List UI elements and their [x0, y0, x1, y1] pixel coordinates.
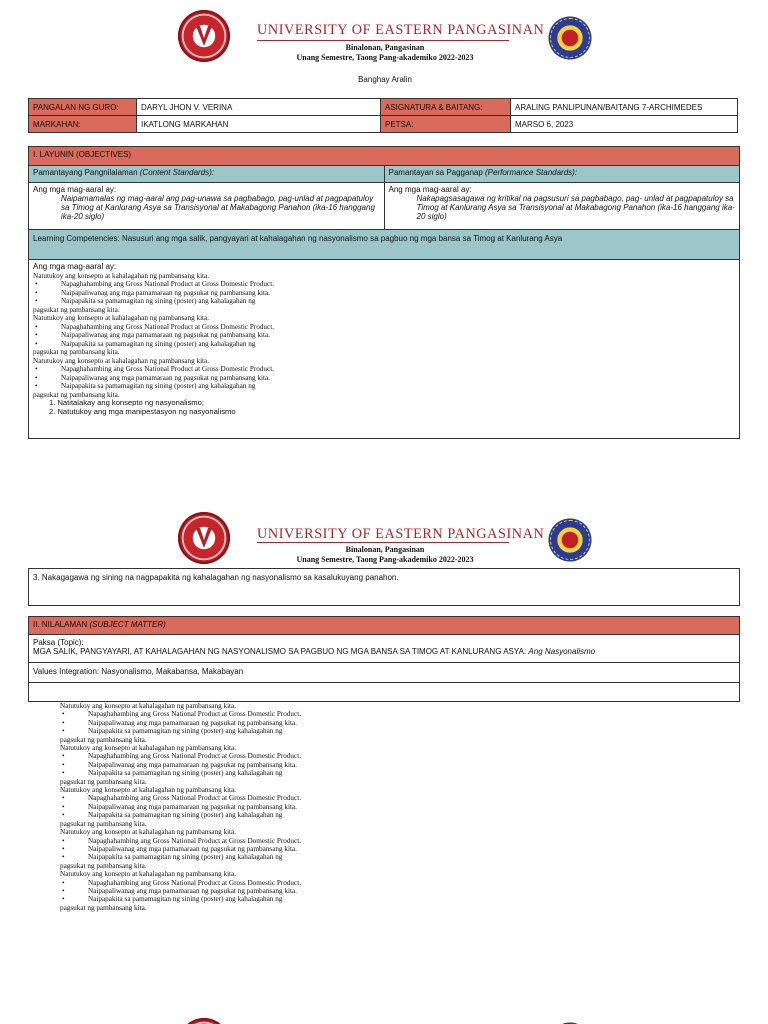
perf-std-label: Pamantayan sa Pagganap	[388, 168, 486, 177]
university-name: UNIVERSITY OF EASTERN PANGASINAN	[257, 22, 545, 38]
subject-matter-section	[28, 616, 740, 702]
objective-head: Natutukoy ang konsepto at kahalagahan ng pambansang kita.	[33, 271, 210, 280]
objective-bullet: • Napaghahambing ang Gross National Product at Gross Domestic Product.	[60, 879, 340, 887]
objective-group-2	[33, 314, 735, 357]
objective-bullet: • Napaghahambing ang Gross National Product at Gross Domestic Product.	[60, 710, 340, 718]
objective-head: Natutukoy ang konsepto at kahalagahan ng pambansang kita.	[60, 702, 237, 710]
empty-row	[29, 683, 739, 701]
campus-line: Binalonan, Pangasinan	[345, 43, 425, 52]
objective-bullet: • Napaghahambing ang Gross National Product at Gross Domestic Product.	[33, 365, 735, 374]
page-1	[0, 0, 768, 460]
objective-bullet: • Naipapaliwanag ang mga pamamaraan ng pagsukat ng pambansang kita.	[60, 761, 340, 769]
content-std-text: Naipamamalas ng mag-aaral ang pag-unawa sa pagbabago, pag-unlad at pagpapatuloy sa Timog at Kanlurang Asya sa Transisyonal at Makabagong Panahon (ika-16 hanggang ika-20 siglo)	[61, 194, 375, 221]
date-value: MARSO 6, 2023	[511, 116, 738, 133]
teacher-label: PANGALAN NG GURO:	[29, 99, 137, 116]
standards-header-row	[29, 166, 739, 183]
objective-bullet: • Naipapaliwanag ang mga pamamaraan ng pagsukat ng pambansang kita.	[60, 887, 340, 895]
content-std-learners: Ang mga mag-aaral ay:	[33, 185, 117, 194]
objective-head: Natutukoy ang konsepto at kahalagahan ng pambansang kita.	[60, 870, 237, 879]
objective-bullet: • Naipapakita sa pamamagitan ng sining (poster) ang kahalagahan ng	[60, 727, 340, 735]
objective-bullet-cont: pagsukat ng pambansang kita.	[60, 777, 147, 786]
subject-matter-label: II. NILALAMAN	[33, 620, 90, 629]
quarter-value: IKATLONG MARKAHAN	[137, 116, 381, 133]
objective-bullet: • Naipapaliwanag ang mga pamamaraan ng pagsukat ng pambansang kita.	[60, 845, 340, 853]
objective-bullet: • Naipapakita sa pamamagitan ng sining (poster) ang kahalagahan ng	[33, 382, 735, 391]
objectives-heading: I. LAYUNIN (OBJECTIVES)	[29, 147, 739, 166]
objective-bullet: • Naipapakita sa pamamagitan ng sining (poster) ang kahalagahan ng	[33, 297, 735, 306]
specific-objectives	[29, 260, 739, 438]
subject-matter-heading	[29, 617, 739, 635]
objective-bullet: • Naipapaliwanag ang mga pamamaraan ng pagsukat ng pambansang kita.	[33, 331, 735, 340]
objectives-section	[28, 146, 740, 439]
standards-content-row	[29, 183, 739, 230]
numbered-objective-2: 2. Natutukoy ang mga manipestasyon ng nasyonalismo	[49, 406, 236, 416]
objective-bullet: • Naipapakita sa pamamagitan ng sining (poster) ang kahalagahan ng	[33, 340, 735, 349]
objective-bullet-cont: pagsukat ng pambansang kita.	[60, 903, 147, 912]
university-name: UNIVERSITY OF EASTERN PANGASINAN	[257, 526, 545, 542]
objective-bullet-cont: pagsukat ng pambansang kita.	[60, 861, 147, 870]
objective-bullet: • Naipapaliwanag ang mga pamamaraan ng pagsukat ng pambansang kita.	[60, 719, 340, 727]
objective-head: Natutukoy ang konsepto at kahalagahan ng pambansang kita.	[60, 744, 237, 753]
subject-matter-label-en: (SUBJECT MATTER)	[89, 620, 166, 629]
university-logo-left	[178, 10, 230, 62]
objective-bullet: • Napaghahambing ang Gross National Product at Gross Domestic Product.	[33, 323, 735, 332]
subject-value: ARALING PANLIPUNAN/BAITANG 7-ARCHIMEDES	[511, 99, 738, 116]
objective-bullet: • Naipapaliwanag ang mga pamamaraan ng pagsukat ng pambansang kita.	[60, 803, 340, 811]
bep-seal-icon	[544, 1018, 596, 1024]
university-logo-left	[178, 512, 230, 564]
university-logo-left	[178, 1018, 230, 1024]
objective-bullet: • Napaghahambing ang Gross National Product at Gross Domestic Product.	[60, 794, 340, 802]
objective-bullet-cont: pagsukat ng pambansang kita.	[33, 348, 120, 356]
objective-head: Natutukoy ang konsepto at kahalagahan ng pambansang kita.	[60, 828, 237, 837]
perf-std-label-en: (Performance Standards):	[485, 168, 578, 177]
quarter-label: MARKAHAN:	[29, 116, 137, 133]
objective-bullet: • Naipapakita sa pamamagitan ng sining (poster) ang kahalagahan ng	[60, 895, 340, 903]
objective-bullet: • Napaghahambing ang Gross National Product at Gross Domestic Product.	[60, 837, 340, 845]
semester-line: Unang Semestre, Taong Pang-akademiko 2022-2023	[296, 53, 474, 62]
objective-bullet-cont: pagsukat ng pambansang kita.	[60, 735, 147, 744]
content-std-label: Pamantayang Pangnilalaman	[33, 168, 140, 177]
teacher-value: DARYL JHON V. VERINA	[137, 99, 381, 116]
info-table	[28, 98, 738, 133]
header-rule	[257, 542, 509, 543]
content-std-label-en: (Content Standards):	[139, 168, 215, 177]
objective-bullet-cont: pagsukat ng pambansang kita.	[60, 819, 147, 828]
numbered-objective-3: 3. Nakagagawa ng sining na nagpapakita ng kahalagahan ng nasyonalismo sa kasalukuyang panahon.	[33, 573, 399, 582]
date-label: PETSA:	[381, 116, 511, 133]
objective-head: Natutukoy ang konsepto at kahalagahan ng pambansang kita.	[33, 356, 210, 365]
objective-continuation	[28, 568, 740, 606]
topic-text-italic: Ang Nasyonalismo	[528, 647, 596, 656]
page-3-partial	[0, 1012, 768, 1024]
objective-bullet: • Naipapakita sa pamamagitan ng sining (poster) ang kahalagahan ng	[60, 853, 340, 861]
campus-line: Binalonan, Pangasinan	[345, 545, 425, 554]
objective-bullet: • Naipapakita sa pamamagitan ng sining (poster) ang kahalagahan ng	[60, 811, 340, 819]
perf-std-text: Nakapagsasagawa ng kritikal na pagsusuri sa pagbabago, pag- unlad at pagpapatuloy sa Timog at Kanlurang Asya sa Transisyonal at Makabagong Panahon (ika-16 hanggang ika-20 siglo)	[416, 194, 735, 221]
objective-bullet: • Napaghahambing ang Gross National Product at Gross Domestic Product.	[33, 280, 735, 289]
objective-bullet: • Napaghahambing ang Gross National Product at Gross Domestic Product.	[60, 752, 340, 760]
page-2	[0, 498, 768, 968]
objective-head: Natutukoy ang konsepto at kahalagahan ng pambansang kita.	[33, 314, 210, 322]
objective-head: Natutukoy ang konsepto at kahalagahan ng pambansang kita.	[60, 786, 237, 795]
values-integration: Values Integration: Nasyonalismo, Makabansa, Makabayan	[29, 663, 739, 683]
learning-competency: Learning Competencies: Nasusuri ang mga salik, pangyayari at kahalagahan ng nasyonalismo sa pagbuo ng mga bansa sa Timog at Kanlurang Asya	[29, 230, 739, 260]
objective-bullet: • Naipapaliwanag ang mga pamamaraan ng pagsukat ng pambansang kita.	[33, 374, 735, 383]
objective-bullet: • Naipapaliwanag ang mga pamamaraan ng pagsukat ng pambansang kita.	[33, 289, 735, 298]
header-rule	[257, 40, 509, 41]
topic-text: MGA SALIK, PANGYAYARI, AT KAHALAGAHAN NG NASYONALISMO SA PAGBUO NG MGA BANSA SA TIMOG AT KANLURANG ASYA:	[33, 647, 529, 656]
bep-seal-icon	[544, 12, 596, 64]
loose-objectives-block	[60, 702, 340, 912]
objective-group-1	[33, 272, 735, 315]
document-type: Banghay Aralin	[358, 75, 412, 84]
topic-row	[29, 635, 739, 663]
subject-label: ASIGNATURA & BAITANG:	[381, 99, 511, 116]
objective-bullet-cont: pagsukat ng pambansang kita.	[33, 305, 120, 314]
bep-seal-icon	[544, 514, 596, 566]
objectives-learners: Ang mga mag-aaral ay:	[33, 262, 117, 271]
objective-bullet: • Naipapakita sa pamamagitan ng sining (poster) ang kahalagahan ng	[60, 769, 340, 777]
topic-label: Paksa (Topic):	[33, 638, 84, 647]
numbered-objective-1: 1. Natitalakay ang konsepto ng nasyonalismo;	[49, 398, 204, 407]
perf-std-learners: Ang mga mag-aaral ay:	[388, 185, 472, 194]
objective-group-3	[33, 357, 735, 400]
semester-line: Unang Semestre, Taong Pang-akademiko 2022-2023	[296, 555, 474, 564]
objective-bullet-cont: pagsukat ng pambansang kita.	[33, 390, 120, 399]
